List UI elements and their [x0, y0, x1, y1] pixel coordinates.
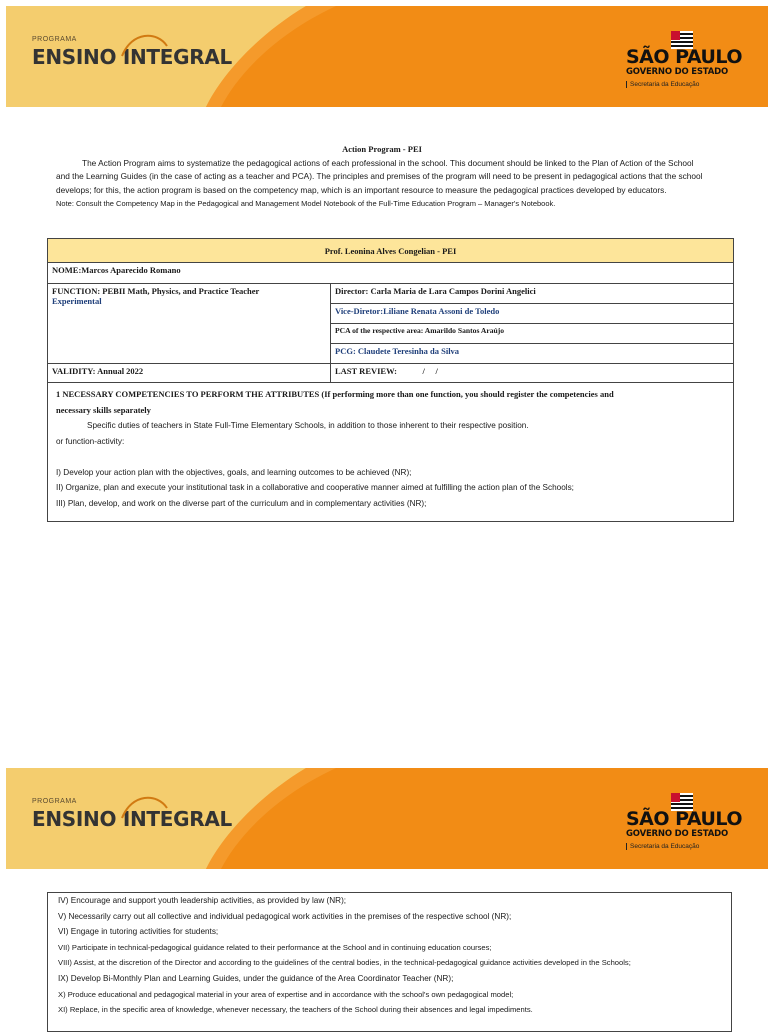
sao-paulo-logo: SÃO PAULO GOVERNO DO ESTADO Secretaria da Educação [626, 36, 736, 96]
page-header-banner: PROGRAMA ENSINO INTEGRAL SÃO PAULO GOVERNO DO ESTADO Secretaria da Educação [6, 6, 768, 107]
function-cell [48, 284, 331, 364]
list-item: VIII) Assist, at the discretion of the Director and according to the guidelines of the central bodies, in the technical-pedagogical guidance activities developed in the Schools; [58, 958, 631, 968]
last-review-field: LAST REVIEW: / / [331, 364, 734, 383]
function-activity: or function-activity: [56, 436, 125, 446]
document-title: Action Program - PEI [342, 144, 422, 154]
vice-director-field: Vice-Diretor:Liliane Renata Assoni de Toledo [331, 304, 734, 324]
intro-paragraph: The Action Program aims to systematize the pedagogical actions of each professional in the school. This document should be linked to the Plan of Action of the School and the Learning Guides (in the case of acting as a teacher and PCA). The principles and premises of the program will need to be present in pedagogical actions that the school develops; for this, the action program is based on the competency map, which is an important resource to measure the pedagogical practices developed by educators. [56, 157, 703, 195]
pca-field: PCA of the respective area: Amarildo Santos Araújo [331, 324, 734, 344]
logo-arc-icon [112, 788, 182, 828]
sao-paulo-logo: SÃO PAULO GOVERNO DO ESTADO Secretaria da Educação [626, 798, 736, 858]
list-item: III) Plan, develop, and work on the diverse part of the curriculum and in complementary activities (NR); [56, 498, 427, 508]
logo-arc-icon [112, 26, 182, 66]
list-item: V) Necessarily carry out all collective and individual pedagogical work activities in the premises of the respective school (NR); [58, 911, 512, 921]
list-item: X) Produce educational and pedagogical material in your area of expertise and in accordance with the school's own pedagogical model; [58, 989, 514, 999]
intro-note: Note: Consult the Competency Map in the Pedagogical and Management Model Notebook of the Full-Time Education Program – Manager's Notebook. [56, 199, 556, 208]
list-item: I) Develop your action plan with the objectives, goals, and learning outcomes to be achieved (NR); [56, 467, 412, 477]
page-header-banner-2: PROGRAMA ENSINO INTEGRAL SÃO PAULO GOVERNO DO ESTADO Secretaria da Educação [6, 768, 768, 869]
competencies-section [48, 383, 734, 522]
director-field: Director: Carla Maria de Lara Campos Dorini Angelici [331, 284, 734, 304]
validity-field: VALIDITY: Annual 2022 [48, 364, 331, 383]
intro-section [56, 143, 708, 211]
list-item: IX) Develop Bi-Monthly Plan and Learning Guides, under the guidance of the Area Coordinator Teacher (NR); [58, 973, 454, 983]
list-item: XI) Replace, in the specific area of knowledge, whenever necessary, the teachers of the School during their absences and legal impediments. [58, 1005, 533, 1015]
competencies-continued [47, 892, 732, 1032]
specific-duties: Specific duties of teachers in State Full-Time Elementary Schools, in addition to those inherent to their respective position. [87, 421, 529, 430]
action-program-form [47, 238, 734, 522]
pcg-field: PCG: Claudete Teresinha da Silva [331, 344, 734, 364]
function-label: FUNCTION: PEBII Math, Physics, and Practice Teacher [52, 286, 260, 296]
function-extra: Experimental [52, 296, 102, 306]
list-item: II) Organize, plan and execute your institutional task in a collaborative and cooperative manner aimed at fulfilling the action plan of the Schools; [56, 483, 574, 492]
list-item: VI) Engage in tutoring activities for students; [58, 927, 219, 937]
form-header: Prof. Leonina Alves Congelian - PEI [48, 239, 734, 263]
list-item: IV) Encourage and support youth leadership activities, as provided by law (NR); [58, 896, 347, 905]
name-field: NOME:Marcos Aparecido Romano [48, 263, 734, 284]
section-heading-cont: necessary skills separately [56, 405, 151, 415]
section-heading: 1 NECESSARY COMPETENCIES TO PERFORM THE ATTRIBUTES (If performing more than one function, you should register the competencies and [56, 389, 614, 399]
list-item: VII) Participate in technical-pedagogical guidance related to their performance at the School and in continuing education courses; [58, 942, 492, 952]
